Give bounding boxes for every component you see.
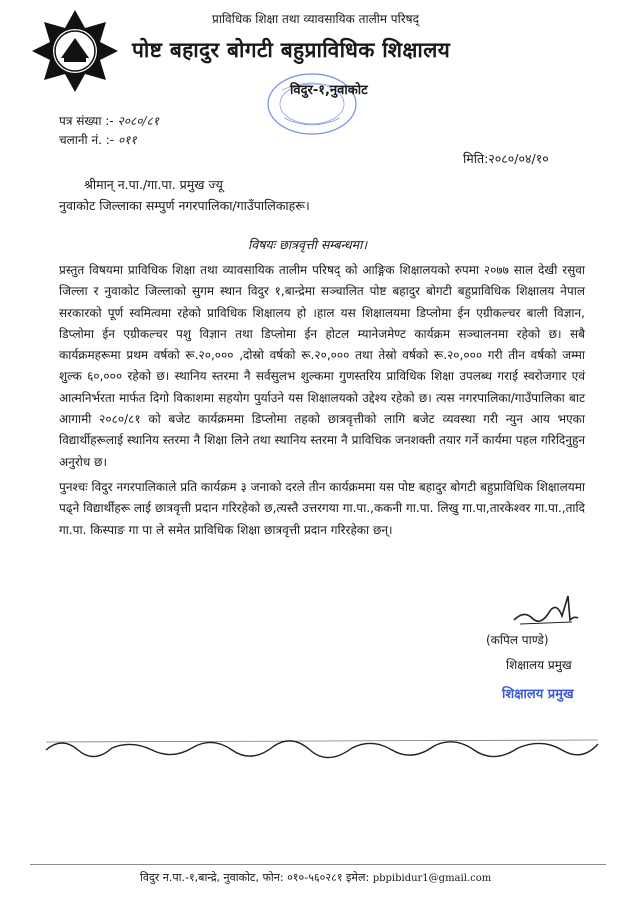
- dispatch-number: [59, 131, 137, 148]
- letter-body: [59, 260, 585, 541]
- reference-number: [59, 112, 159, 129]
- recipient-line-2: नुवाकोट जिल्लाका सम्पुर्ण नगरपालिका/गाउँपालिकाहरू।: [59, 198, 310, 213]
- header-address: विदुर-१,नुवाकोट: [290, 83, 368, 98]
- college-name: पोष्ट बहादुर बोगटी बहुप्राविधिक शिक्षालय: [132, 38, 451, 62]
- body-paragraph-2: पुनश्चः विदुर नगरपालिकाले प्रति कार्यक्रम ३ जनाको दरले तीन कार्यक्रममा यस पोष्ट बहादुर बोगटी बहुप्राविधिक शिक्षालयमा पढ्ने विद्यार्थीहरू लाई छात्रवृत्ती प्रदान गरिरहेको छ,त्यस्तै उत्तरगया गा.पा.,ककनी गा.पा. लिखु गा.पा,तारकेश्वर गा.पा.,तादि गा.पा. किस्पाङ गा पा ले समेत प्राविधिक शिक्षा छात्रवृत्ती प्रदान गरिरहेका छन्।: [59, 479, 585, 537]
- dispatch-label: चलानी नं. :-: [59, 133, 115, 147]
- handwritten-note: [42, 722, 602, 772]
- footer-divider: [30, 864, 606, 865]
- signatory-name: (कपिल पाण्डे): [486, 633, 549, 647]
- footer-contact: [140, 870, 491, 885]
- reference-label: पत्र संख्या :-: [59, 114, 114, 128]
- letter-date: मिति:२०८०/०४/१०: [463, 151, 549, 166]
- council-name: प्राविधिक शिक्षा तथा व्यावसायिक तालीम परिषद्: [212, 12, 419, 26]
- footer-email[interactable]: pbpibidur1@gmail.com: [372, 873, 492, 884]
- body-paragraph-1: प्रस्तुत विषयमा प्राविधिक शिक्षा तथा व्यावसायिक तालीम परिषद् को आङ्गिक शिक्षालयको रुपमा २०७७ साल देखी रसुवा जिल्ला र नुवाकोट जिल्लाको सुगम स्थान विदुर १,बान्द्रेमा सञ्चालित पोष्ट बहादुर बोगटी बहुप्राविधिक शिक्षालय नेपाल सरकारको पूर्ण स्वमित्वमा रहेको प्राविधिक शिक्षालय हो ।हाल यस शिक्षालयमा डिप्लोमा ईन एग्रीकल्चर बाली विज्ञान, डिप्लोमा ईन एग्रीकल्चर पशु विज्ञान तथा डिप्लोमा ईन होटल म्यानेजमेण्ट कार्यक्रम सञ्चालनमा रहेको छ। सबै कार्यक्रमहरूमा प्रथम वर्षको रू.२०,००० ,दोस्रो वर्षको रू.२०,००० तथा तेस्रो वर्षको रू.२०,००० गरी तीन वर्षको जम्मा शुल्क ६०,००० रहेको छ। स्थानिय स्तरमा नै सर्वसुलभ शुल्कमा गुणस्तरिय प्राविधिक शिक्षा उपलब्ध गराई स्वरोजगार एवं आत्मनिर्भरता मार्फत दिगो विकाशमा सहयोग पुर्याउने यस शिक्षालयको उद्देश्य रहेको छ। त्यस नगरपालिका/गाउँपालिका बाट आगामी २०८०/८१ को बजेट कार्यक्रममा डिप्लोमा तहको छात्रवृत्तीको लागि बजेट व्यवस्था गरी न्युन आय भएका विद्यार्थीहरूलाई स्थानिय स्तरमा नै शिक्षा लिने तथा स्थानिय स्तरमा नै प्राविधिक जनशक्ती तयार गर्ने कार्यमा पहल गरिदिनुहुन अनुरोध छ।: [59, 263, 585, 469]
- footer-address: विदुर न.पा.-१,बान्द्रे, नुवाकोट, फोन: ०१०-५६०२८१ इमेल:: [140, 871, 370, 884]
- reference-value: २०८०/८१: [117, 114, 159, 128]
- dispatch-value: ०११: [117, 133, 137, 147]
- government-emblem-logo: [30, 8, 120, 94]
- signatory-title: शिक्षालय प्रमुख: [506, 658, 572, 672]
- letter-subject: विषयः छात्रवृत्ती सम्बन्धमा।: [248, 237, 368, 252]
- handwritten-signature: [510, 590, 580, 630]
- recipient-line-1: श्रीमान् न.पा./गा.पा. प्रमुख ज्यू: [84, 177, 223, 192]
- stamp-title: शिक्षालय प्रमुख: [502, 687, 574, 702]
